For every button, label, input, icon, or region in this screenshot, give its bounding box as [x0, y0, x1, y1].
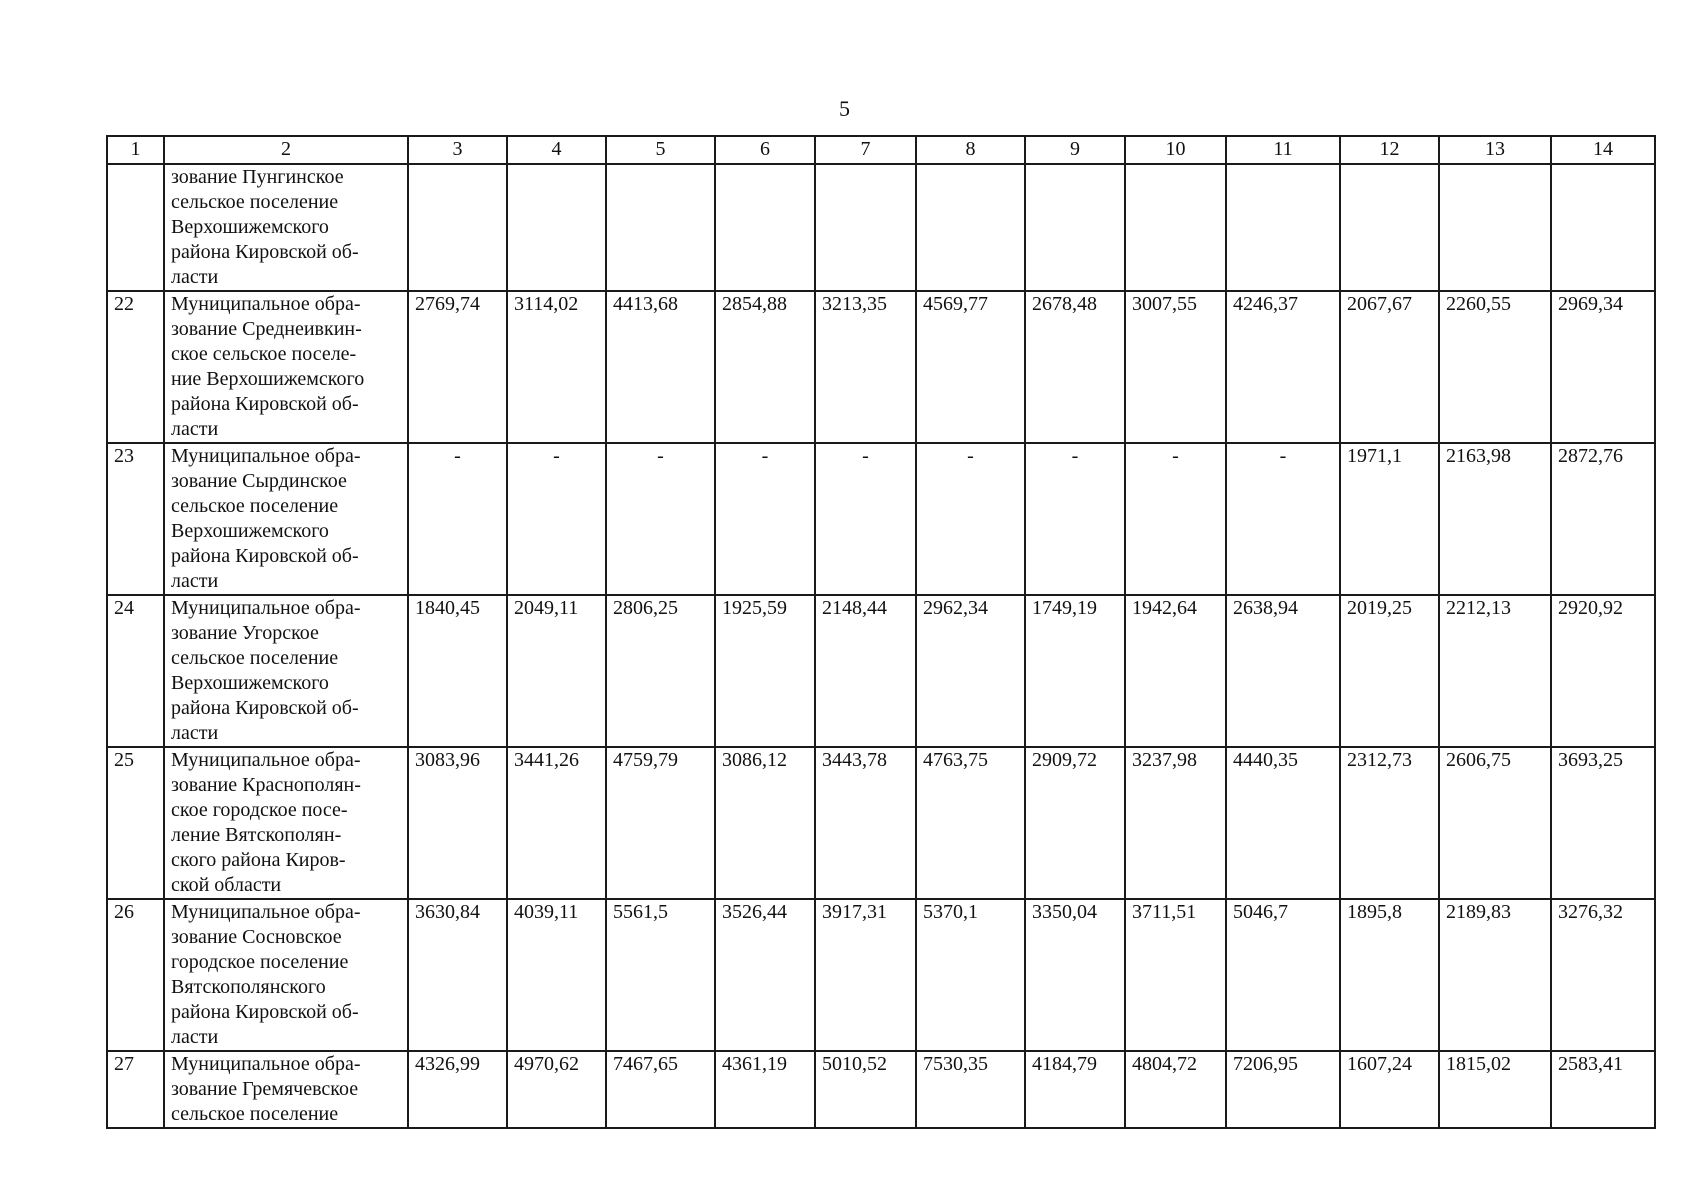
- header-cell-1: 1: [107, 136, 164, 164]
- value-cell-col-10: 3237,98: [1125, 747, 1226, 899]
- value-cell-col-11: -: [1226, 443, 1340, 595]
- row-name-line: сельское поселение: [171, 647, 339, 669]
- header-cell-3: 3: [408, 136, 507, 164]
- table-body: [107, 136, 1655, 1128]
- value-cell-col-13: 2212,13: [1439, 595, 1551, 747]
- value-cell-col-12: 2067,67: [1340, 291, 1439, 443]
- row-name-line: сельское поселение: [171, 191, 339, 213]
- value-cell-col-4: 3441,26: [507, 747, 606, 899]
- header-cell-13: 13: [1439, 136, 1551, 164]
- value-cell-col-12: 1971,1: [1340, 443, 1439, 595]
- value-cell-col-11: 4246,37: [1226, 291, 1340, 443]
- value-cell-col-13: 2260,55: [1439, 291, 1551, 443]
- value-cell-col-8: 4763,75: [916, 747, 1025, 899]
- value-cell-col-9: [1025, 164, 1125, 291]
- header-cell-5: 5: [606, 136, 715, 164]
- value-cell-col-5: [606, 164, 715, 291]
- row-index: 27: [107, 1051, 164, 1128]
- row-name-line: Верхошижемского: [171, 216, 329, 238]
- value-cell-col-3: -: [408, 443, 507, 595]
- value-cell-col-4: 4970,62: [507, 1051, 606, 1128]
- row-name-line: ское городское посе-: [171, 799, 348, 821]
- value-cell-col-4: 4039,11: [507, 899, 606, 1051]
- value-cell-col-6: [715, 164, 815, 291]
- row-name-line: Верхошижемского: [171, 520, 329, 542]
- value-cell-col-14: 2872,76: [1551, 443, 1655, 595]
- row-name-line: Вятскополянского: [171, 976, 326, 998]
- row-name-line: зование Сосновское: [171, 926, 342, 948]
- value-cell-col-7: [815, 164, 916, 291]
- row-name-line: Муниципальное обра-: [171, 445, 361, 467]
- header-cell-4: 4: [507, 136, 606, 164]
- row-name-line: сельское поселение: [171, 1103, 339, 1125]
- page-number: 5: [839, 96, 850, 121]
- value-cell-col-6: 3526,44: [715, 899, 815, 1051]
- value-cell-col-14: 2920,92: [1551, 595, 1655, 747]
- value-cell-col-9: 2678,48: [1025, 291, 1125, 443]
- row-name-line: Муниципальное обра-: [171, 597, 361, 619]
- row-index: 23: [107, 443, 164, 595]
- row-name-line: района Кировской об-: [171, 241, 359, 263]
- row-name-line: Муниципальное обра-: [171, 293, 361, 315]
- header-cell-12: 12: [1340, 136, 1439, 164]
- value-cell-col-8: 7530,35: [916, 1051, 1025, 1128]
- value-cell-col-4: -: [507, 443, 606, 595]
- value-cell-col-5: 7467,65: [606, 1051, 715, 1128]
- row-name-line: ское сельское поселе-: [171, 343, 357, 365]
- row-index: 22: [107, 291, 164, 443]
- value-cell-col-6: 3086,12: [715, 747, 815, 899]
- row-name-line: зование Краснополян-: [171, 774, 361, 796]
- row-name: [164, 595, 408, 747]
- row-name-line: ласти: [171, 1026, 219, 1048]
- value-cell-col-6: 2854,88: [715, 291, 815, 443]
- value-cell-col-7: -: [815, 443, 916, 595]
- table-row: [107, 164, 1655, 291]
- value-cell-col-11: 4440,35: [1226, 747, 1340, 899]
- row-name-line: ской области: [171, 874, 282, 896]
- value-cell-col-12: 1895,8: [1340, 899, 1439, 1051]
- value-cell-col-3: 3630,84: [408, 899, 507, 1051]
- value-cell-col-10: 4804,72: [1125, 1051, 1226, 1128]
- value-cell-col-14: 2583,41: [1551, 1051, 1655, 1128]
- header-cell-11: 11: [1226, 136, 1340, 164]
- row-name: [164, 291, 408, 443]
- value-cell-col-8: -: [916, 443, 1025, 595]
- row-index: 24: [107, 595, 164, 747]
- value-cell-col-8: 4569,77: [916, 291, 1025, 443]
- table-row: [107, 1051, 1655, 1128]
- header-row: [107, 136, 1655, 164]
- row-name-line: района Кировской об-: [171, 545, 359, 567]
- row-name-line: района Кировской об-: [171, 697, 359, 719]
- row-name: [164, 747, 408, 899]
- value-cell-col-13: 1815,02: [1439, 1051, 1551, 1128]
- value-cell-col-12: 1607,24: [1340, 1051, 1439, 1128]
- value-cell-col-8: 2962,34: [916, 595, 1025, 747]
- row-name-line: городское поселение: [171, 951, 349, 973]
- value-cell-col-13: 2163,98: [1439, 443, 1551, 595]
- row-name-line: района Кировской об-: [171, 393, 359, 415]
- value-cell-col-13: 2606,75: [1439, 747, 1551, 899]
- value-cell-col-6: 1925,59: [715, 595, 815, 747]
- row-name-line: ласти: [171, 570, 219, 592]
- row-name-line: ского района Киров-: [171, 849, 346, 871]
- value-cell-col-5: 2806,25: [606, 595, 715, 747]
- value-cell-col-3: 3083,96: [408, 747, 507, 899]
- header-cell-6: 6: [715, 136, 815, 164]
- row-name-line: зование Гремячевское: [171, 1078, 359, 1100]
- value-cell-col-6: -: [715, 443, 815, 595]
- row-name-line: зование Угорское: [171, 622, 319, 644]
- table-row: [107, 899, 1655, 1051]
- row-name-line: зование Пунгинское: [171, 166, 344, 188]
- value-cell-col-7: 3443,78: [815, 747, 916, 899]
- value-cell-col-8: 5370,1: [916, 899, 1025, 1051]
- value-cell-col-12: [1340, 164, 1439, 291]
- header-cell-10: 10: [1125, 136, 1226, 164]
- value-cell-col-13: 2189,83: [1439, 899, 1551, 1051]
- row-index: 26: [107, 899, 164, 1051]
- value-cell-col-9: 1749,19: [1025, 595, 1125, 747]
- header-cell-7: 7: [815, 136, 916, 164]
- row-name-line: Верхошижемского: [171, 672, 329, 694]
- table-row: [107, 291, 1655, 443]
- table-row: [107, 443, 1655, 595]
- row-name-line: Муниципальное обра-: [171, 901, 361, 923]
- value-cell-col-5: 4759,79: [606, 747, 715, 899]
- value-cell-col-4: 2049,11: [507, 595, 606, 747]
- row-name-line: ласти: [171, 418, 219, 440]
- value-cell-col-13: [1439, 164, 1551, 291]
- row-index: 25: [107, 747, 164, 899]
- value-cell-col-14: 2969,34: [1551, 291, 1655, 443]
- value-cell-col-7: 3213,35: [815, 291, 916, 443]
- row-name-line: ние Верхошижемского: [171, 368, 365, 390]
- value-cell-col-14: 3276,32: [1551, 899, 1655, 1051]
- row-name-line: зование Среднеивкин-: [171, 318, 362, 340]
- data-table: [106, 135, 1656, 1129]
- header-cell-8: 8: [916, 136, 1025, 164]
- value-cell-col-11: 2638,94: [1226, 595, 1340, 747]
- value-cell-col-7: 3917,31: [815, 899, 916, 1051]
- value-cell-col-3: 2769,74: [408, 291, 507, 443]
- row-name: [164, 164, 408, 291]
- value-cell-col-14: 3693,25: [1551, 747, 1655, 899]
- value-cell-col-9: 4184,79: [1025, 1051, 1125, 1128]
- value-cell-col-3: 4326,99: [408, 1051, 507, 1128]
- row-name-line: ласти: [171, 722, 219, 744]
- value-cell-col-11: 7206,95: [1226, 1051, 1340, 1128]
- row-name-line: Муниципальное обра-: [171, 1053, 361, 1075]
- value-cell-col-12: 2312,73: [1340, 747, 1439, 899]
- value-cell-col-6: 4361,19: [715, 1051, 815, 1128]
- value-cell-col-3: [408, 164, 507, 291]
- value-cell-col-10: 1942,64: [1125, 595, 1226, 747]
- value-cell-col-5: 5561,5: [606, 899, 715, 1051]
- row-name: [164, 1051, 408, 1128]
- row-name-line: ласти: [171, 266, 219, 288]
- value-cell-col-9: 2909,72: [1025, 747, 1125, 899]
- value-cell-col-3: 1840,45: [408, 595, 507, 747]
- table-row: [107, 747, 1655, 899]
- value-cell-col-4: [507, 164, 606, 291]
- value-cell-col-5: -: [606, 443, 715, 595]
- value-cell-col-7: 5010,52: [815, 1051, 916, 1128]
- row-name: [164, 443, 408, 595]
- value-cell-col-10: 3007,55: [1125, 291, 1226, 443]
- value-cell-col-10: 3711,51: [1125, 899, 1226, 1051]
- row-name-line: сельское поселение: [171, 495, 339, 517]
- value-cell-col-8: [916, 164, 1025, 291]
- value-cell-col-4: 3114,02: [507, 291, 606, 443]
- header-cell-9: 9: [1025, 136, 1125, 164]
- value-cell-col-9: 3350,04: [1025, 899, 1125, 1051]
- value-cell-col-7: 2148,44: [815, 595, 916, 747]
- value-cell-col-5: 4413,68: [606, 291, 715, 443]
- row-name-line: района Кировской об-: [171, 1001, 359, 1023]
- value-cell-col-11: [1226, 164, 1340, 291]
- table-row: [107, 595, 1655, 747]
- row-index: [107, 164, 164, 291]
- row-name: [164, 899, 408, 1051]
- value-cell-col-10: [1125, 164, 1226, 291]
- header-cell-2: 2: [164, 136, 408, 164]
- value-cell-col-14: [1551, 164, 1655, 291]
- value-cell-col-9: -: [1025, 443, 1125, 595]
- row-name-line: ление Вятскополян-: [171, 824, 342, 846]
- header-cell-14: 14: [1551, 136, 1655, 164]
- row-name-line: зование Сырдинское: [171, 470, 347, 492]
- row-name-line: Муниципальное обра-: [171, 749, 361, 771]
- value-cell-col-11: 5046,7: [1226, 899, 1340, 1051]
- value-cell-col-12: 2019,25: [1340, 595, 1439, 747]
- value-cell-col-10: -: [1125, 443, 1226, 595]
